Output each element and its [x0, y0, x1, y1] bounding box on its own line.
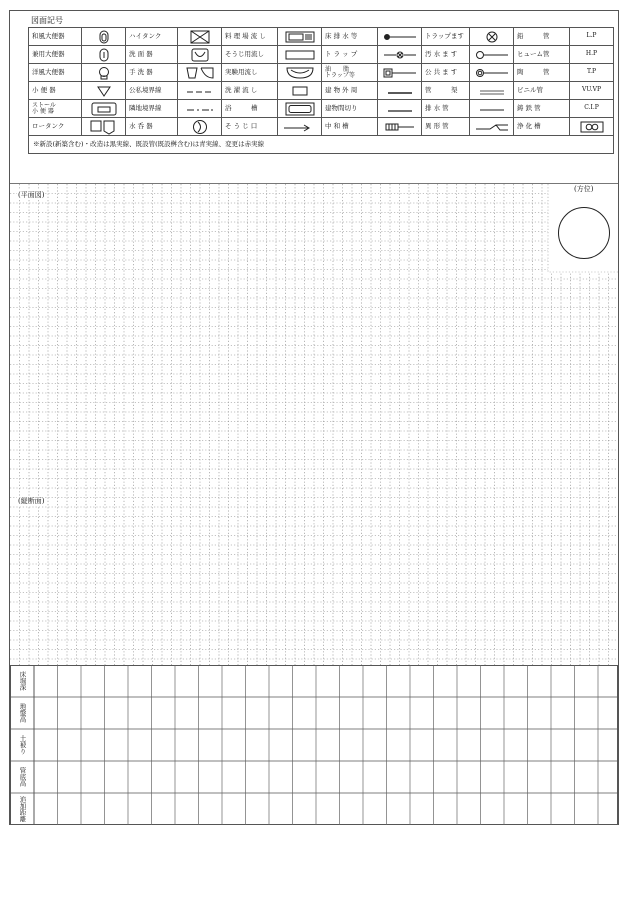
pipe-code: L.P — [570, 28, 614, 46]
drawing-grid-area — [10, 183, 618, 666]
dual-toilet-icon — [82, 46, 126, 64]
conduit-icon — [470, 82, 514, 100]
plan-view-label: (平面図) — [18, 191, 45, 199]
legend-row — [29, 118, 614, 136]
public-basin-icon — [470, 64, 514, 82]
profile-row-label: 土被り — [18, 735, 27, 755]
legend-row — [29, 28, 614, 46]
legend-label: 浴 槽 — [222, 100, 278, 118]
low-tank-icon — [82, 118, 126, 136]
legend-row — [29, 82, 614, 100]
orientation-label: (方位) — [574, 185, 594, 193]
pipe-code: H.P — [570, 46, 614, 64]
legend-label: 隣地境界線 — [126, 100, 178, 118]
legend-label: 実験用流し — [222, 64, 278, 82]
compass-circle[interactable] — [558, 207, 610, 259]
legend-row — [29, 64, 614, 82]
legend-label: 水 呑 器 — [126, 118, 178, 136]
pipe-code: C.I.P — [570, 100, 614, 118]
legend-label: 小 便 器 — [29, 82, 82, 100]
drinking-fountain-icon — [178, 118, 222, 136]
pipe-code: VU.VP — [570, 82, 614, 100]
legend-label: 床 排 水 等 — [322, 28, 378, 46]
grease-trap-icon — [378, 64, 422, 82]
legend-label: 浄 化 槽 — [514, 118, 570, 136]
legend-label: 洗 濯 流 し — [222, 82, 278, 100]
high-tank-icon — [178, 28, 222, 46]
legend-label: 公 共 ま す — [422, 64, 470, 82]
urinal-icon — [82, 82, 126, 100]
legend-label: 鋳 鉄 管 — [514, 100, 570, 118]
japanese-toilet-icon — [82, 28, 126, 46]
legend-label: ビニル管 — [514, 82, 570, 100]
fitting-pipe-icon — [470, 118, 514, 136]
adjacent-boundary-icon — [178, 100, 222, 118]
legend-label: ハイタンク — [126, 28, 178, 46]
kitchen-sink-icon — [278, 28, 322, 46]
legend-label: 汚 水 ま す — [422, 46, 470, 64]
legend-label: 公私境界線 — [126, 82, 178, 100]
profile-row-label: 地盤高 — [18, 703, 27, 723]
profile-row-label: 床堀深 — [18, 671, 27, 691]
legend-label: ト ラ ッ プ — [322, 46, 378, 64]
legend-note-row — [29, 136, 614, 154]
building-outline-icon — [378, 82, 422, 100]
legend-label: 和風大便器 — [29, 28, 82, 46]
legend-title: 図面記号 — [31, 16, 63, 25]
legend-note: ※新設(新築含む)・改造は黒実線、既設管(既設桝含む)は青実線、変更は赤実線 — [29, 136, 614, 154]
cleaning-sink-icon — [278, 46, 322, 64]
legend-label: 鉛 管 — [514, 28, 570, 46]
septic-tank-icon — [570, 118, 614, 136]
legend-label: 油 脂 トラップ等 — [322, 64, 378, 82]
trap-basin-icon — [470, 28, 514, 46]
profile-table-grid — [10, 665, 618, 825]
western-toilet-icon — [82, 64, 126, 82]
legend-label: 洗 面 器 — [126, 46, 178, 64]
profile-row-label: 管底高 — [18, 767, 27, 787]
legend-row — [29, 100, 614, 118]
boundary-line-icon — [178, 82, 222, 100]
pipe-code: T.P — [570, 64, 614, 82]
legend-label: ストール 小 便 器 — [29, 100, 82, 118]
legend-label: そうじ用流し — [222, 46, 278, 64]
legend-label: 異 形 管 — [422, 118, 470, 136]
sewage-basin-icon — [470, 46, 514, 64]
washbasin-icon — [178, 46, 222, 64]
cleanout-icon — [278, 118, 322, 136]
legend-table — [28, 27, 614, 154]
legend-label: トラップます — [422, 28, 470, 46]
legend-label: 料 理 場 流 し — [222, 28, 278, 46]
profile-row-label: 追加距離 — [18, 796, 27, 822]
legend-label: そ う じ 口 — [222, 118, 278, 136]
stall-urinal-icon — [82, 100, 126, 118]
legend-label: 手 洗 器 — [126, 64, 178, 82]
bathtub-icon — [278, 100, 322, 118]
lab-sink-icon — [278, 64, 322, 82]
hand-wash-icon — [178, 64, 222, 82]
dotted-grid — [10, 184, 618, 666]
drain-pipe-icon — [470, 100, 514, 118]
laundry-sink-icon — [278, 82, 322, 100]
legend-label: 中 和 槽 — [322, 118, 378, 136]
legend-label: 建 物 外 周 — [322, 82, 378, 100]
trap-icon — [378, 46, 422, 64]
section-view-label: (縦断面) — [18, 497, 45, 505]
legend-label: 排 水 管 — [422, 100, 470, 118]
legend-label: 建物間切り — [322, 100, 378, 118]
profile-data-table — [10, 665, 618, 825]
floor-drain-icon — [378, 28, 422, 46]
legend-label: ヒューム管 — [514, 46, 570, 64]
legend-label: ロータンク — [29, 118, 82, 136]
legend-label: 兼用大便器 — [29, 46, 82, 64]
legend-label: 管 渠 — [422, 82, 470, 100]
legend-row — [29, 46, 614, 64]
building-partition-icon — [378, 100, 422, 118]
legend-label: 洋風大便器 — [29, 64, 82, 82]
neutralization-tank-icon — [378, 118, 422, 136]
legend-label: 陶 管 — [514, 64, 570, 82]
